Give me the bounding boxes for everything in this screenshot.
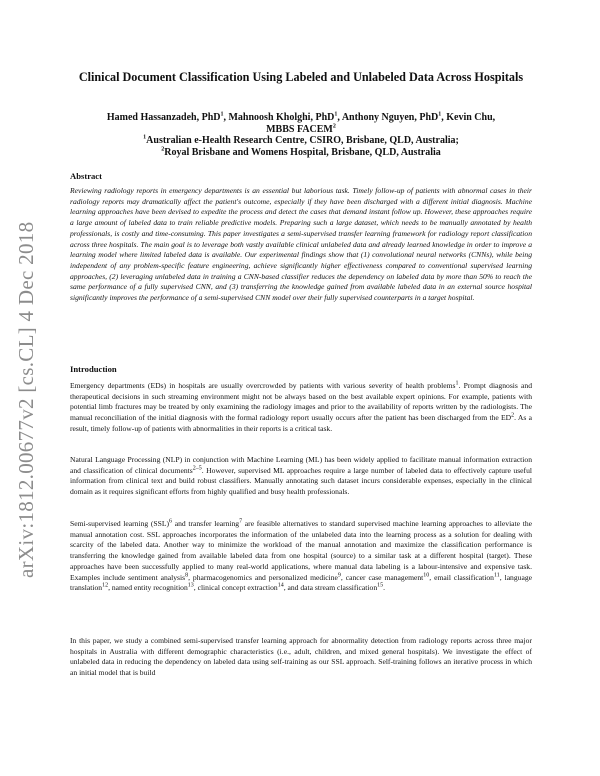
- citation: 10: [423, 571, 430, 578]
- citation: 13: [187, 582, 194, 589]
- p3-text-4: , pharmacogenomics and personalized medicine: [188, 572, 338, 582]
- citation: 6: [169, 518, 173, 525]
- p2-text-2: . However, supervised ML approaches require a large number of labeled data to effectively capture useful information from clinical text and build robust classifiers. Manually annotating such dataset incurs considerable expenses, especially in the clinical domain as it requires significant efforts from highly qualified and busy health professionals.: [70, 465, 532, 497]
- citation: 11: [493, 571, 500, 578]
- p3-text-1: Semi-supervised learning (SSL): [70, 519, 170, 528]
- p3-text-5: , cancer case management: [340, 572, 424, 582]
- intro-paragraph-1: [70, 381, 532, 435]
- citation: 15: [377, 582, 384, 589]
- author-3: Anthony Nguyen, PhD: [341, 112, 439, 123]
- p1-text-1: Emergency departments (EDs) in hospitals are usually overcrowded by patients with various severity of health problems: [70, 381, 456, 390]
- author-4-degree: MBBS FACEM: [266, 123, 333, 135]
- p2-text-1: Natural Language Processing (NLP) in conjunction with Machine Learning (ML) has been widely applied to facilitate manual information extraction and classification of clinical documents: [70, 455, 532, 475]
- citation: 14: [277, 582, 284, 589]
- p3-text-2: and transfer learning: [172, 519, 240, 528]
- intro-paragraph-2: [70, 455, 532, 498]
- p3-text-7: , language translation: [70, 572, 532, 593]
- p1-text-2: . Prompt diagnosis and therapeutical decisions in such streaming environment might not be always based on the best available expert opinions. For example, patients with potential limb fractures may be treated by only examining the radiology images and prior to the availability of reports written by the radiologists. The manual reconciliation of the initial diagnosis with the formal radiology report usually occurs after the patient has been discharged from the ED: [70, 381, 532, 423]
- abstract-text: Reviewing radiology reports in emergency departments is an essential but laborious task. Timely follow-up of patients with abnormal cases in their radiology reports may dramatically affect the patient's outcome, especially if they have been discharged with a different initial diagnosis. Machine learning approaches have been devised to expedite the process and detect the cases that demand instant follow up. However, these approaches require a large amount of labeled data to train reliable predictive models. Preparing such a large dataset, which needs to be manually annotated by health professionals, is costly and time-consuming. This paper investigates a semi-supervised transfer learning framework for radiology report classification across three hospitals. The main goal is to leverage both vastly available clinical unlabeled data and already learned knowledge in order to improve a learning model where limited labeled data is available. Our experimental findings show that (1) convolutional neural networks (CNNs), while being independent of any problem-specific feature engineering, achieve significantly higher effectiveness compared to conventional supervised learning approaches, (2) leveraging unlabeled data in training a CNN-based classifier reduces the dependency on labeled data by more than 50% to reach the same performance of a fully supervised CNN, and (3) transferring the knowledge gained from available labeled data in an external source hospital significantly improves the performance of a semi-supervised CNN model over their fully supervised counterparts in a target hospital.: [70, 186, 532, 303]
- author-2-affil-mark: 1: [334, 111, 338, 118]
- citation: 12: [102, 582, 109, 589]
- citation: 7: [239, 518, 243, 525]
- author-3-affil-mark: 1: [438, 111, 442, 118]
- p3-text-6: , email classification: [429, 572, 494, 582]
- p3-text-8: , named entity recognition: [108, 583, 188, 593]
- citation: 8: [185, 571, 189, 578]
- author-1-affil-mark: 1: [220, 111, 224, 118]
- citation: 2: [511, 412, 515, 419]
- author-2: Mahnoosh Kholghi, PhD: [228, 112, 335, 123]
- intro-paragraph-3: [70, 519, 532, 594]
- author-list: Hamed Hassanzadeh, PhD$^1$, Mahnoosh Kholghi, PhD$^1$, Anthony Nguyen, PhD$^1$, Kevin Chu, MBBS FACEM$^2$: [106, 111, 496, 135]
- author-4-affil-mark: 2: [332, 123, 336, 130]
- intro-paragraph-4: In this paper, we study a combined semi-supervised transfer learning approach for abnormality detection from radiology reports across three major hospitals in Australia with different demographic characteristics (i.e., adult, children, and mixed general hospitals). We investigate the effect of unlabeled data in reducing the dependency on labeled data using self-training as our SSL approach. Self-training follows an iterative process in which an initial model that is build: [70, 636, 532, 678]
- paper-title: Clinical Document Classification Using Labeled and Unlabeled Data Across Hospitals: [78, 70, 524, 84]
- p3-text-10: , and data stream classification: [283, 583, 378, 593]
- p3-text-11: .: [383, 583, 386, 593]
- citation: 1: [455, 380, 459, 387]
- p3-text-9: , clinical concept extraction: [193, 583, 278, 593]
- arxiv-stamp: arXiv:1812.00677v2 [cs.CL] 4 Dec 2018: [14, 221, 38, 578]
- p3-text-3: are feasible alternatives to standard supervised machine learning approaches to alleviate the manual annotation cost. SSL approaches incorporates the information of the unlabeled data into the learning process as a solution for dealing with scarcity of the labeled data. Another way to minimize the workload of the manual annotation and maximize the classification performance is transferring the knowledge gained from available labeled data from one hospital (source) to a similar task at a different hospital (target). These approaches have been successfully applied to many real-world applications, where manual data labeling is a labour-intensive and expensive task. Examples include sentiment analysis: [70, 519, 532, 582]
- author-4: Kevin Chu,: [446, 112, 496, 123]
- author-1: Hamed Hassanzadeh, PhD: [106, 112, 221, 123]
- affiliation-2: Royal Brisbane and Womens Hospital, Brisbane, QLD, Australia: [164, 146, 441, 158]
- affiliations: [70, 135, 532, 158]
- abstract-heading: Abstract: [70, 171, 102, 181]
- affiliation-2-mark: 2: [161, 146, 165, 153]
- affiliation-1: Australian e-Health Research Centre, CSIRO, Brisbane, QLD, Australia;: [146, 135, 459, 146]
- introduction-heading: Introduction: [70, 364, 117, 374]
- citation: 2–5: [192, 465, 202, 472]
- p1-text-3: . As a result, timely follow-up of patients with abnormalities in their reports is a critical task.: [70, 413, 532, 433]
- citation: 9: [337, 571, 341, 578]
- affiliation-1-mark: 1: [143, 134, 147, 141]
